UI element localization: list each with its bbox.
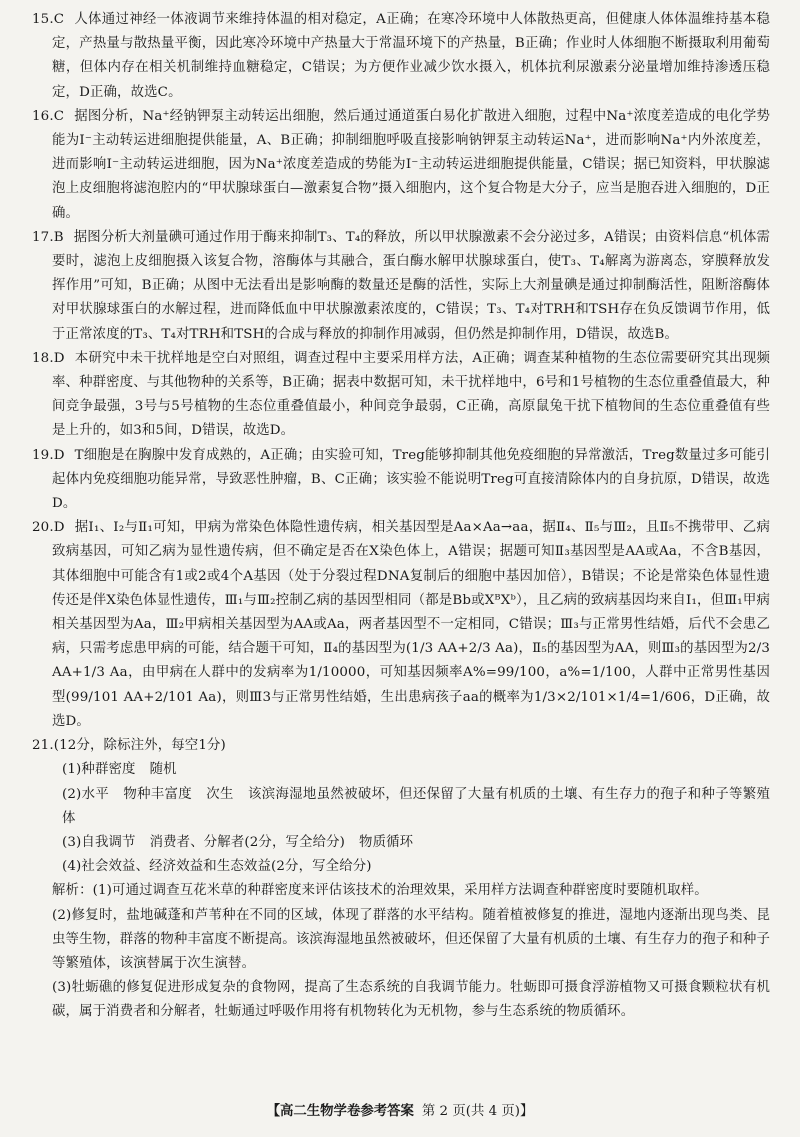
q21-label: (3) (62, 834, 82, 850)
q21-analysis-text: (3)牡蛎礁的修复促进形成复杂的食物网，提高了生态系统的自我调节能力。牡蛎即可摄食浮游植物又可摄食颗粒状有机碳，属于消费者和分解者，牡蛎通过呼吸作用将有机物转化为无机物，参与生态系统的物质循环。 (52, 980, 770, 1020)
q21-label: (4) (62, 859, 82, 875)
q21-answer: 物种丰富度 (123, 786, 193, 802)
q21-analysis-3 (32, 976, 770, 1024)
answer-text: T细胞是在胸腺中发育成熟的，A正确；由实验可知，Treg能够抑制其他免疫细胞的异常激活，Treg数量过多可能引起体内免疫细胞功能异常，导致恶性肿瘤，B、C正确；该实验不能说明Treg可直接清除体内的自身抗原，D错误，故选D。 (52, 447, 770, 512)
answer-19 (32, 444, 770, 517)
answer-18 (32, 347, 770, 444)
q21-label: (1) (62, 762, 82, 778)
q21-answer: 社会效益、经济效益和生态效益(2分，写全给分) (81, 859, 372, 875)
q21-header (32, 734, 770, 758)
q21-line-4 (32, 855, 770, 879)
q21-answer: 种群密度 (81, 762, 136, 778)
q21-header-text: 21.(12分，除标注外，每空1分) (32, 738, 226, 754)
answer-20 (32, 516, 770, 734)
answer-text: 人体通过神经一体液调节来维持体温的相对稳定，A正确；在寒冷环境中人体散热更高，但健康人体体温维持基本稳定，产热量与散热量平衡，因此寒冷环境中产热量大于常温环境下的产热量，B正确；作业时人体细胞不断摄取利用葡萄糖，但体内存在相关机制维持血糖稳定，C错误；为方便作业减少饮水摄入，机体抗利尿激素分泌量增加维持渗透压稳定，D正确，故选C。 (52, 12, 770, 100)
q21-label: (2) (62, 786, 82, 802)
answer-number: 15.C (32, 12, 65, 27)
q21-analysis-2 (32, 904, 770, 977)
answer-text: 本研究中未干扰样地是空白对照组，调查过程中主要采用样方法，A正确；调查某种植物的生态位需要研究其出现频率、种群密度、与其他物种的关系等，B正确；据表中数据可知，未干扰样地中，6号和1号植物的生态位重叠值最大，种间竞争最强，3号与5号植物的生态位重叠值最小，种间竞争最弱，C正确，高原鼠兔干扰下植物间的生态位重叠值有些是上升的，如3和5间，D错误，故选D。 (52, 350, 770, 439)
q21-answer: 该滨海湿地虽然被破坏，但还保留了大量有机质的土壤、有生存力的孢子和种子等繁殖体 (62, 786, 770, 826)
q21-line-1 (32, 758, 770, 782)
footer-page-number: 第 2 页(共 4 页)】 (421, 1104, 534, 1119)
answer-17 (32, 226, 770, 347)
q21-line-2 (32, 783, 770, 831)
q21-answer: 消费者、分解者(2分，写全给分) (149, 834, 346, 850)
q21-answer: 物质循环 (359, 834, 414, 850)
answer-number: 19.D (32, 447, 65, 463)
q21-answer: 次生 (206, 786, 234, 802)
answer-number: 16.C (32, 108, 65, 124)
q21-analysis-text: 解析：(1)可通过调查互花米草的种群密度来评估该技术的治理效果，采用样方法调查种群密度时要随机取样。 (52, 883, 708, 899)
page-footer (0, 1100, 800, 1119)
q21-answer: 随机 (149, 762, 177, 778)
q21-answer: 自我调节 (81, 834, 136, 850)
footer-title: 【高二生物学卷参考答案 (266, 1103, 414, 1119)
answer-number: 20.D (32, 520, 65, 536)
q21-analysis-intro (32, 879, 770, 903)
answer-text: 据图分析，Na⁺经钠钾泵主动转运出细胞，然后通过通道蛋白易化扩散进入细胞，过程中Na⁺浓度差造成的电化学势能为I⁻主动转运进细胞提供能量，A、B正确；抑制细胞呼吸直接影响钠钾泵主动转运Na⁺，进而影响Na⁺内外浓度差，进而影响I⁻主动转运进细胞，因为Na⁺浓度差造成的势能为I⁻主动转运进细胞提供能量，C错误；据已知资料，甲状腺滤泡上皮细胞将滤泡腔内的“甲状腺球蛋白—激素复合物”摄入细胞内，这个复合物是大分子，应当是胞吞进入细胞的，D正确。 (52, 108, 770, 221)
answer-number: 18.D (32, 350, 65, 366)
answer-text: 据Ⅰ₁、Ⅰ₂与Ⅱ₁可知，甲病为常染色体隐性遗传病，相关基因型是Aa×Aa→aa，据Ⅱ₄、Ⅱ₅与Ⅲ₂，且Ⅱ₅不携带甲、乙病致病基因，可知乙病为显性遗传病，但不确定是否在X染色体上，A错误；据题可知Ⅱ₃基因型是AA或Aa，不含B基因，其体细胞中可能含有1或2或4个A基因（处于分裂过程DNA复制后的细胞中基因加倍），B错误；不论是常染色体显性遗传还是伴X染色体显性遗传，Ⅲ₁与Ⅲ₂控制乙病的基因型相同（都是Bb或XᴮXᵇ），且乙病的致病基因均来自Ⅰ₁，但Ⅲ₁甲病相关基因型为Aa，Ⅲ₂甲病相关基因型为AA或Aa，两者基因型不一定相同，C错误；Ⅲ₃与正常男性结婚，后代不会患乙病，只需考虑患甲病的可能，结合题干可知，Ⅱ₄的基因型为(1/3 AA+2/3 Aa)，Ⅱ₅的基因型为AA，则Ⅲ₃的基因型为2/3 AA+1/3 Aa，由甲病在人群中的发病率为1/10000，可知基因频率A%=99/100，a%=1/100，人群中正常男性基因型(99/101 AA+2/101 Aa)，则Ⅲ3与正常男性结婚，生出患病孩子aa的概率为1/3×2/101×1/4=1/606，D正确，故选D。 (52, 520, 770, 729)
answer-16 (32, 105, 770, 226)
q21-analysis-text: (2)修复时，盐地碱蓬和芦苇种在不同的区域，体现了群落的水平结构。随着植被修复的推进，湿地内逐渐出现鸟类、昆虫等生物，群落的物种丰富度不断提高。该滨海湿地虽然被破坏，但还保留了大量有机质的土壤、有生存力的孢子和种子等繁殖体，该演替属于次生演替。 (52, 907, 770, 971)
answer-number: 17.B (32, 229, 64, 245)
q21-answer: 水平 (81, 786, 110, 802)
answer-15 (32, 8, 770, 105)
q21-line-3 (32, 831, 770, 855)
answer-text: 据图分析大剂量碘可通过作用于酶来抑制T₃、T₄的释放，所以甲状腺激素不会分泌过多，A错误；由资料信息“机体需要时，滤泡上皮细胞摄入该复合物，溶酶体与其融合，蛋白酶水解甲状腺球蛋白，使T₃、T₄解离为游离态，穿膜释放发挥作用”可知，B正确；从图中无法看出是影响酶的数量还是酶的活性，实际上大剂量碘是通过抑制酶活性，阻断溶酶体对甲状腺球蛋白的水解过程，进而降低血中甲状腺激素浓度的，C错误；T₃、T₄对TRH和TSH存在负反馈调节作用，低于正常浓度的T₃、T₄对TRH和TSH的合成与释放的抑制作用减弱，但仍然是抑制作用，D错误，故选B。 (52, 229, 770, 342)
